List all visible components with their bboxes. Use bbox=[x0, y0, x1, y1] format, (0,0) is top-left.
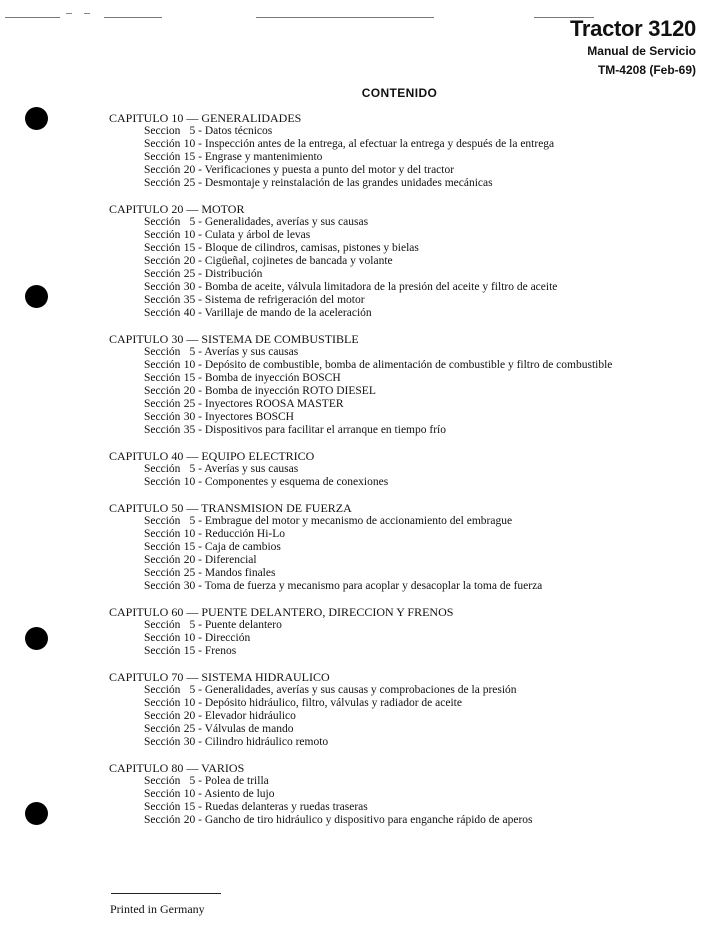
section-entry: Seccion 5 - Datos técnicos bbox=[144, 125, 273, 137]
chapter-block bbox=[109, 202, 709, 320]
section-number: 15 bbox=[183, 372, 196, 384]
section-number: 30 bbox=[183, 580, 196, 592]
section-entry: Sección 15 - Engrase y mantenimiento bbox=[144, 151, 323, 163]
section-prefix: Sección bbox=[144, 619, 181, 631]
section-number: 15 bbox=[183, 242, 196, 254]
section-entry: Sección 10 - Componentes y esquema de conexiones bbox=[144, 476, 389, 488]
section-entry: Sección 25 - Inyectores ROOSA MASTER bbox=[144, 398, 344, 410]
section-title: Bloque de cilindros, camisas, pistones y bielas bbox=[204, 242, 419, 254]
section-entry: Sección 25 - Mandos finales bbox=[144, 567, 276, 579]
section-number: 5 bbox=[189, 346, 196, 358]
section-number: 10 bbox=[183, 528, 196, 540]
section-number: 20 bbox=[183, 164, 196, 176]
section-prefix: Sección bbox=[144, 346, 181, 358]
section-number: 25 bbox=[183, 398, 196, 410]
section-number: 25 bbox=[183, 177, 196, 189]
section-entry: Sección 5 - Averías y sus causas bbox=[144, 463, 299, 475]
section-number: 15 bbox=[183, 541, 196, 553]
section-prefix: Sección bbox=[144, 255, 181, 267]
section-entry: Sección 40 - Varillaje de mando de la aceleración bbox=[144, 307, 372, 319]
section-prefix: Sección bbox=[144, 775, 181, 787]
section-title: Varillaje de mando de la aceleración bbox=[204, 307, 372, 319]
section-title: Caja de cambios bbox=[204, 541, 281, 553]
section-number: 30 bbox=[183, 281, 196, 293]
footer-rule bbox=[111, 893, 221, 894]
section-title: Dispositivos para facilitar el arranque en tiempo frío bbox=[204, 424, 446, 436]
section-number: 5 bbox=[189, 775, 196, 787]
section-entry: Sección 5 - Puente delantero bbox=[144, 619, 282, 631]
section-title: Componentes y esquema de conexiones bbox=[204, 476, 389, 488]
section-prefix: Sección bbox=[144, 372, 181, 384]
section-entry: Sección 20 - Diferencial bbox=[144, 554, 257, 566]
section-number: 5 bbox=[189, 125, 196, 137]
section-prefix: Sección bbox=[144, 515, 181, 527]
section-entry: Sección 5 - Generalidades, averías y sus causas bbox=[144, 216, 369, 228]
section-number: 5 bbox=[189, 619, 196, 631]
section-entry: Sección 15 - Frenos bbox=[144, 645, 237, 657]
section-title: Ruedas delanteras y ruedas traseras bbox=[204, 801, 368, 813]
section-number: 20 bbox=[183, 255, 196, 267]
section-entry: Sección 5 - Generalidades, averías y sus causas y comprobaciones de la presión bbox=[144, 684, 517, 696]
section-prefix: Sección bbox=[144, 645, 181, 657]
chapter-title: CAPITULO 50 — TRANSMISION DE FUERZA bbox=[109, 501, 352, 515]
chapter-block bbox=[109, 332, 709, 437]
section-title: Generalidades, averías y sus causas y comprobaciones de la presión bbox=[204, 684, 517, 696]
section-title: Embrague del motor y mecanismo de accionamiento del embrague bbox=[204, 515, 513, 527]
section-number: 20 bbox=[183, 814, 196, 826]
section-prefix: Sección bbox=[144, 567, 181, 579]
section-prefix: Sección bbox=[144, 281, 181, 293]
section-title: Inyectores ROOSA MASTER bbox=[204, 398, 344, 410]
chapter-title: CAPITULO 20 — MOTOR bbox=[109, 202, 245, 216]
section-entry: Sección 10 - Inspección antes de la entrega, al efectuar la entrega y después de la entrega bbox=[144, 138, 555, 150]
section-prefix: Sección bbox=[144, 580, 181, 592]
chapter-block bbox=[109, 449, 709, 489]
section-entry: Sección 5 - Polea de trilla bbox=[144, 775, 269, 787]
manual-code: TM-4208 (Feb-69) bbox=[597, 63, 696, 77]
section-prefix: Sección bbox=[144, 242, 181, 254]
chapter-block bbox=[109, 111, 709, 190]
section-title: Generalidades, averías y sus causas bbox=[204, 216, 369, 228]
section-number: 25 bbox=[183, 268, 196, 280]
section-title: Verificaciones y puesta a punto del motor y del tractor bbox=[204, 164, 455, 176]
section-title: Datos técnicos bbox=[204, 125, 273, 137]
section-title: Distribución bbox=[204, 268, 263, 280]
section-number: 10 bbox=[183, 632, 196, 644]
section-number: 30 bbox=[183, 411, 196, 423]
punch-hole bbox=[25, 285, 48, 308]
section-prefix: Sección bbox=[144, 736, 181, 748]
section-entry: Sección 20 - Verificaciones y puesta a punto del motor y del tractor bbox=[144, 164, 455, 176]
section-number: 10 bbox=[183, 229, 196, 241]
section-title: Depósito de combustible, bomba de alimentación de combustible y filtro de combustible bbox=[204, 359, 613, 371]
section-prefix: Sección bbox=[144, 463, 181, 475]
section-prefix: Sección bbox=[144, 476, 181, 488]
section-number: 10 bbox=[183, 359, 196, 371]
section-number: 25 bbox=[183, 567, 196, 579]
section-title: Engrase y mantenimiento bbox=[204, 151, 323, 163]
section-prefix: Sección bbox=[144, 801, 181, 813]
section-number: 10 bbox=[183, 697, 196, 709]
chapter-title: CAPITULO 10 — GENERALIDADES bbox=[109, 111, 302, 125]
section-title: Inyectores BOSCH bbox=[204, 411, 294, 423]
section-entry: Sección 30 - Bomba de aceite, válvula limitadora de la presión del aceite y filtro de aceite bbox=[144, 281, 558, 293]
section-prefix: Sección bbox=[144, 528, 181, 540]
chapter-title: CAPITULO 60 — PUENTE DELANTERO, DIRECCION Y FRENOS bbox=[109, 605, 454, 619]
section-entry: Sección 35 - Dispositivos para facilitar el arranque en tiempo frío bbox=[144, 424, 446, 436]
section-title: Puente delantero bbox=[204, 619, 282, 631]
section-title: Averías y sus causas bbox=[204, 346, 299, 358]
section-number: 10 bbox=[183, 788, 196, 800]
section-number: 15 bbox=[183, 801, 196, 813]
section-title: Depósito hidráulico, filtro, válvulas y radiador de aceite bbox=[204, 697, 462, 709]
section-entry: Sección 10 - Depósito hidráulico, filtro, válvulas y radiador de aceite bbox=[144, 697, 462, 709]
contents-heading: CONTENIDO bbox=[361, 86, 438, 100]
section-prefix: Sección bbox=[144, 697, 181, 709]
section-number: 5 bbox=[189, 515, 196, 527]
section-title: Cigüeñal, cojinetes de bancada y volante bbox=[204, 255, 393, 267]
section-number: 35 bbox=[183, 424, 196, 436]
section-prefix: Sección bbox=[144, 138, 181, 150]
section-number: 10 bbox=[183, 476, 196, 488]
chapter-title: CAPITULO 70 — SISTEMA HIDRAULICO bbox=[109, 670, 330, 684]
section-number: 20 bbox=[183, 385, 196, 397]
section-prefix: Sección bbox=[144, 723, 181, 735]
section-prefix: Sección bbox=[144, 411, 181, 423]
section-prefix: Sección bbox=[144, 307, 181, 319]
section-prefix: Sección bbox=[144, 229, 181, 241]
manual-type: Manual de Servicio bbox=[587, 44, 696, 58]
section-title: Averías y sus causas bbox=[204, 463, 299, 475]
punch-hole bbox=[25, 802, 48, 825]
section-entry: Sección 20 - Bomba de inyección ROTO DIESEL bbox=[144, 385, 376, 397]
section-prefix: Sección bbox=[144, 398, 181, 410]
top-rule bbox=[256, 17, 434, 18]
top-rule bbox=[5, 17, 60, 18]
section-entry: Sección 15 - Bomba de inyección BOSCH bbox=[144, 372, 341, 384]
section-number: 15 bbox=[183, 151, 196, 163]
section-title: Desmontaje y reinstalación de las grandes unidades mecánicas bbox=[204, 177, 493, 189]
chapter-title: CAPITULO 80 — VARIOS bbox=[109, 761, 245, 775]
section-entry: Sección 10 - Dirección bbox=[144, 632, 251, 644]
section-title: Dirección bbox=[204, 632, 251, 644]
section-entry: Sección 20 - Cigüeñal, cojinetes de bancada y volante bbox=[144, 255, 393, 267]
punch-hole bbox=[25, 107, 48, 130]
section-number: 25 bbox=[183, 723, 196, 735]
section-entry: Sección 20 - Elevador hidráulico bbox=[144, 710, 296, 722]
section-entry: Sección 10 - Culata y árbol de levas bbox=[144, 229, 311, 241]
section-entry: Sección 15 - Bloque de cilindros, camisas, pistones y bielas bbox=[144, 242, 419, 254]
section-title: Reducción Hi-Lo bbox=[204, 528, 286, 540]
section-prefix: Sección bbox=[144, 359, 181, 371]
section-title: Cilindro hidráulico remoto bbox=[204, 736, 329, 748]
chapter-block bbox=[109, 761, 709, 827]
section-title: Bomba de inyección ROTO DIESEL bbox=[204, 385, 376, 397]
section-entry: Sección 5 - Embrague del motor y mecanismo de accionamiento del embrague bbox=[144, 515, 513, 527]
section-prefix: Sección bbox=[144, 294, 181, 306]
table-of-contents bbox=[109, 111, 709, 839]
document-title: Tractor 3120 bbox=[569, 16, 696, 41]
chapter-title: CAPITULO 40 — EQUIPO ELECTRICO bbox=[109, 449, 315, 463]
section-number: 20 bbox=[183, 554, 196, 566]
section-title: Bomba de aceite, válvula limitadora de la presión del aceite y filtro de aceite bbox=[204, 281, 558, 293]
top-tick bbox=[66, 13, 72, 14]
section-number: 5 bbox=[189, 463, 196, 475]
section-title: Bomba de inyección BOSCH bbox=[204, 372, 341, 384]
section-entry: Sección 15 - Ruedas delanteras y ruedas traseras bbox=[144, 801, 368, 813]
section-entry: Sección 5 - Averías y sus causas bbox=[144, 346, 299, 358]
section-entry: Sección 10 - Asiento de lujo bbox=[144, 788, 275, 800]
section-prefix: Sección bbox=[144, 541, 181, 553]
section-title: Culata y árbol de levas bbox=[204, 229, 311, 241]
section-number: 10 bbox=[183, 138, 196, 150]
section-entry: Sección 30 - Cilindro hidráulico remoto bbox=[144, 736, 329, 748]
document-header bbox=[570, 16, 696, 80]
section-prefix: Sección bbox=[144, 788, 181, 800]
top-tick bbox=[84, 13, 90, 14]
top-rule bbox=[104, 17, 162, 18]
section-entry: Sección 15 - Caja de cambios bbox=[144, 541, 281, 553]
section-title: Sistema de refrigeración del motor bbox=[204, 294, 365, 306]
section-number: 35 bbox=[183, 294, 196, 306]
section-entry: Sección 30 - Inyectores BOSCH bbox=[144, 411, 294, 423]
chapter-block bbox=[109, 605, 709, 658]
section-entry: Sección 10 - Depósito de combustible, bomba de alimentación de combustible y filtro de combustible bbox=[144, 359, 613, 371]
section-prefix: Sección bbox=[144, 710, 181, 722]
section-title: Asiento de lujo bbox=[204, 788, 275, 800]
section-prefix: Sección bbox=[144, 632, 181, 644]
section-prefix: Sección bbox=[144, 268, 181, 280]
section-title: Inspección antes de la entrega, al efectuar la entrega y después de la entrega bbox=[204, 138, 555, 150]
section-number: 15 bbox=[183, 645, 196, 657]
chapter-block bbox=[109, 501, 709, 593]
section-title: Frenos bbox=[204, 645, 237, 657]
section-title: Válvulas de mando bbox=[204, 723, 294, 735]
chapter-title: CAPITULO 30 — SISTEMA DE COMBUSTIBLE bbox=[109, 332, 359, 346]
punch-hole bbox=[25, 627, 48, 650]
section-title: Gancho de tiro hidráulico y dispositivo para enganche rápido de aperos bbox=[204, 814, 533, 826]
section-title: Diferencial bbox=[204, 554, 257, 566]
section-prefix: Sección bbox=[144, 424, 181, 436]
section-entry: Sección 10 - Reducción Hi-Lo bbox=[144, 528, 286, 540]
section-number: 40 bbox=[183, 307, 196, 319]
printed-note: Printed in Germany bbox=[110, 902, 205, 916]
section-number: 20 bbox=[183, 710, 196, 722]
section-number: 5 bbox=[189, 684, 196, 696]
section-entry: Sección 25 - Válvulas de mando bbox=[144, 723, 294, 735]
section-entry: Sección 25 - Desmontaje y reinstalación de las grandes unidades mecánicas bbox=[144, 177, 493, 189]
section-prefix: Sección bbox=[144, 177, 181, 189]
section-number: 30 bbox=[183, 736, 196, 748]
section-title: Polea de trilla bbox=[204, 775, 269, 787]
section-prefix: Seccion bbox=[144, 125, 181, 137]
section-prefix: Sección bbox=[144, 385, 181, 397]
section-prefix: Sección bbox=[144, 684, 181, 696]
section-prefix: Sección bbox=[144, 554, 181, 566]
section-title: Mandos finales bbox=[204, 567, 276, 579]
section-number: 5 bbox=[189, 216, 196, 228]
section-title: Elevador hidráulico bbox=[204, 710, 296, 722]
section-prefix: Sección bbox=[144, 814, 181, 826]
section-title: Toma de fuerza y mecanismo para acoplar y desacoplar la toma de fuerza bbox=[204, 580, 543, 592]
section-entry: Sección 30 - Toma de fuerza y mecanismo para acoplar y desacoplar la toma de fuerza bbox=[144, 580, 543, 592]
section-prefix: Sección bbox=[144, 216, 181, 228]
section-entry: Sección 20 - Gancho de tiro hidráulico y dispositivo para enganche rápido de aperos bbox=[144, 814, 533, 826]
section-entry: Sección 25 - Distribución bbox=[144, 268, 263, 280]
section-entry: Sección 35 - Sistema de refrigeración del motor bbox=[144, 294, 365, 306]
section-prefix: Sección bbox=[144, 151, 181, 163]
section-prefix: Sección bbox=[144, 164, 181, 176]
chapter-block bbox=[109, 670, 709, 749]
